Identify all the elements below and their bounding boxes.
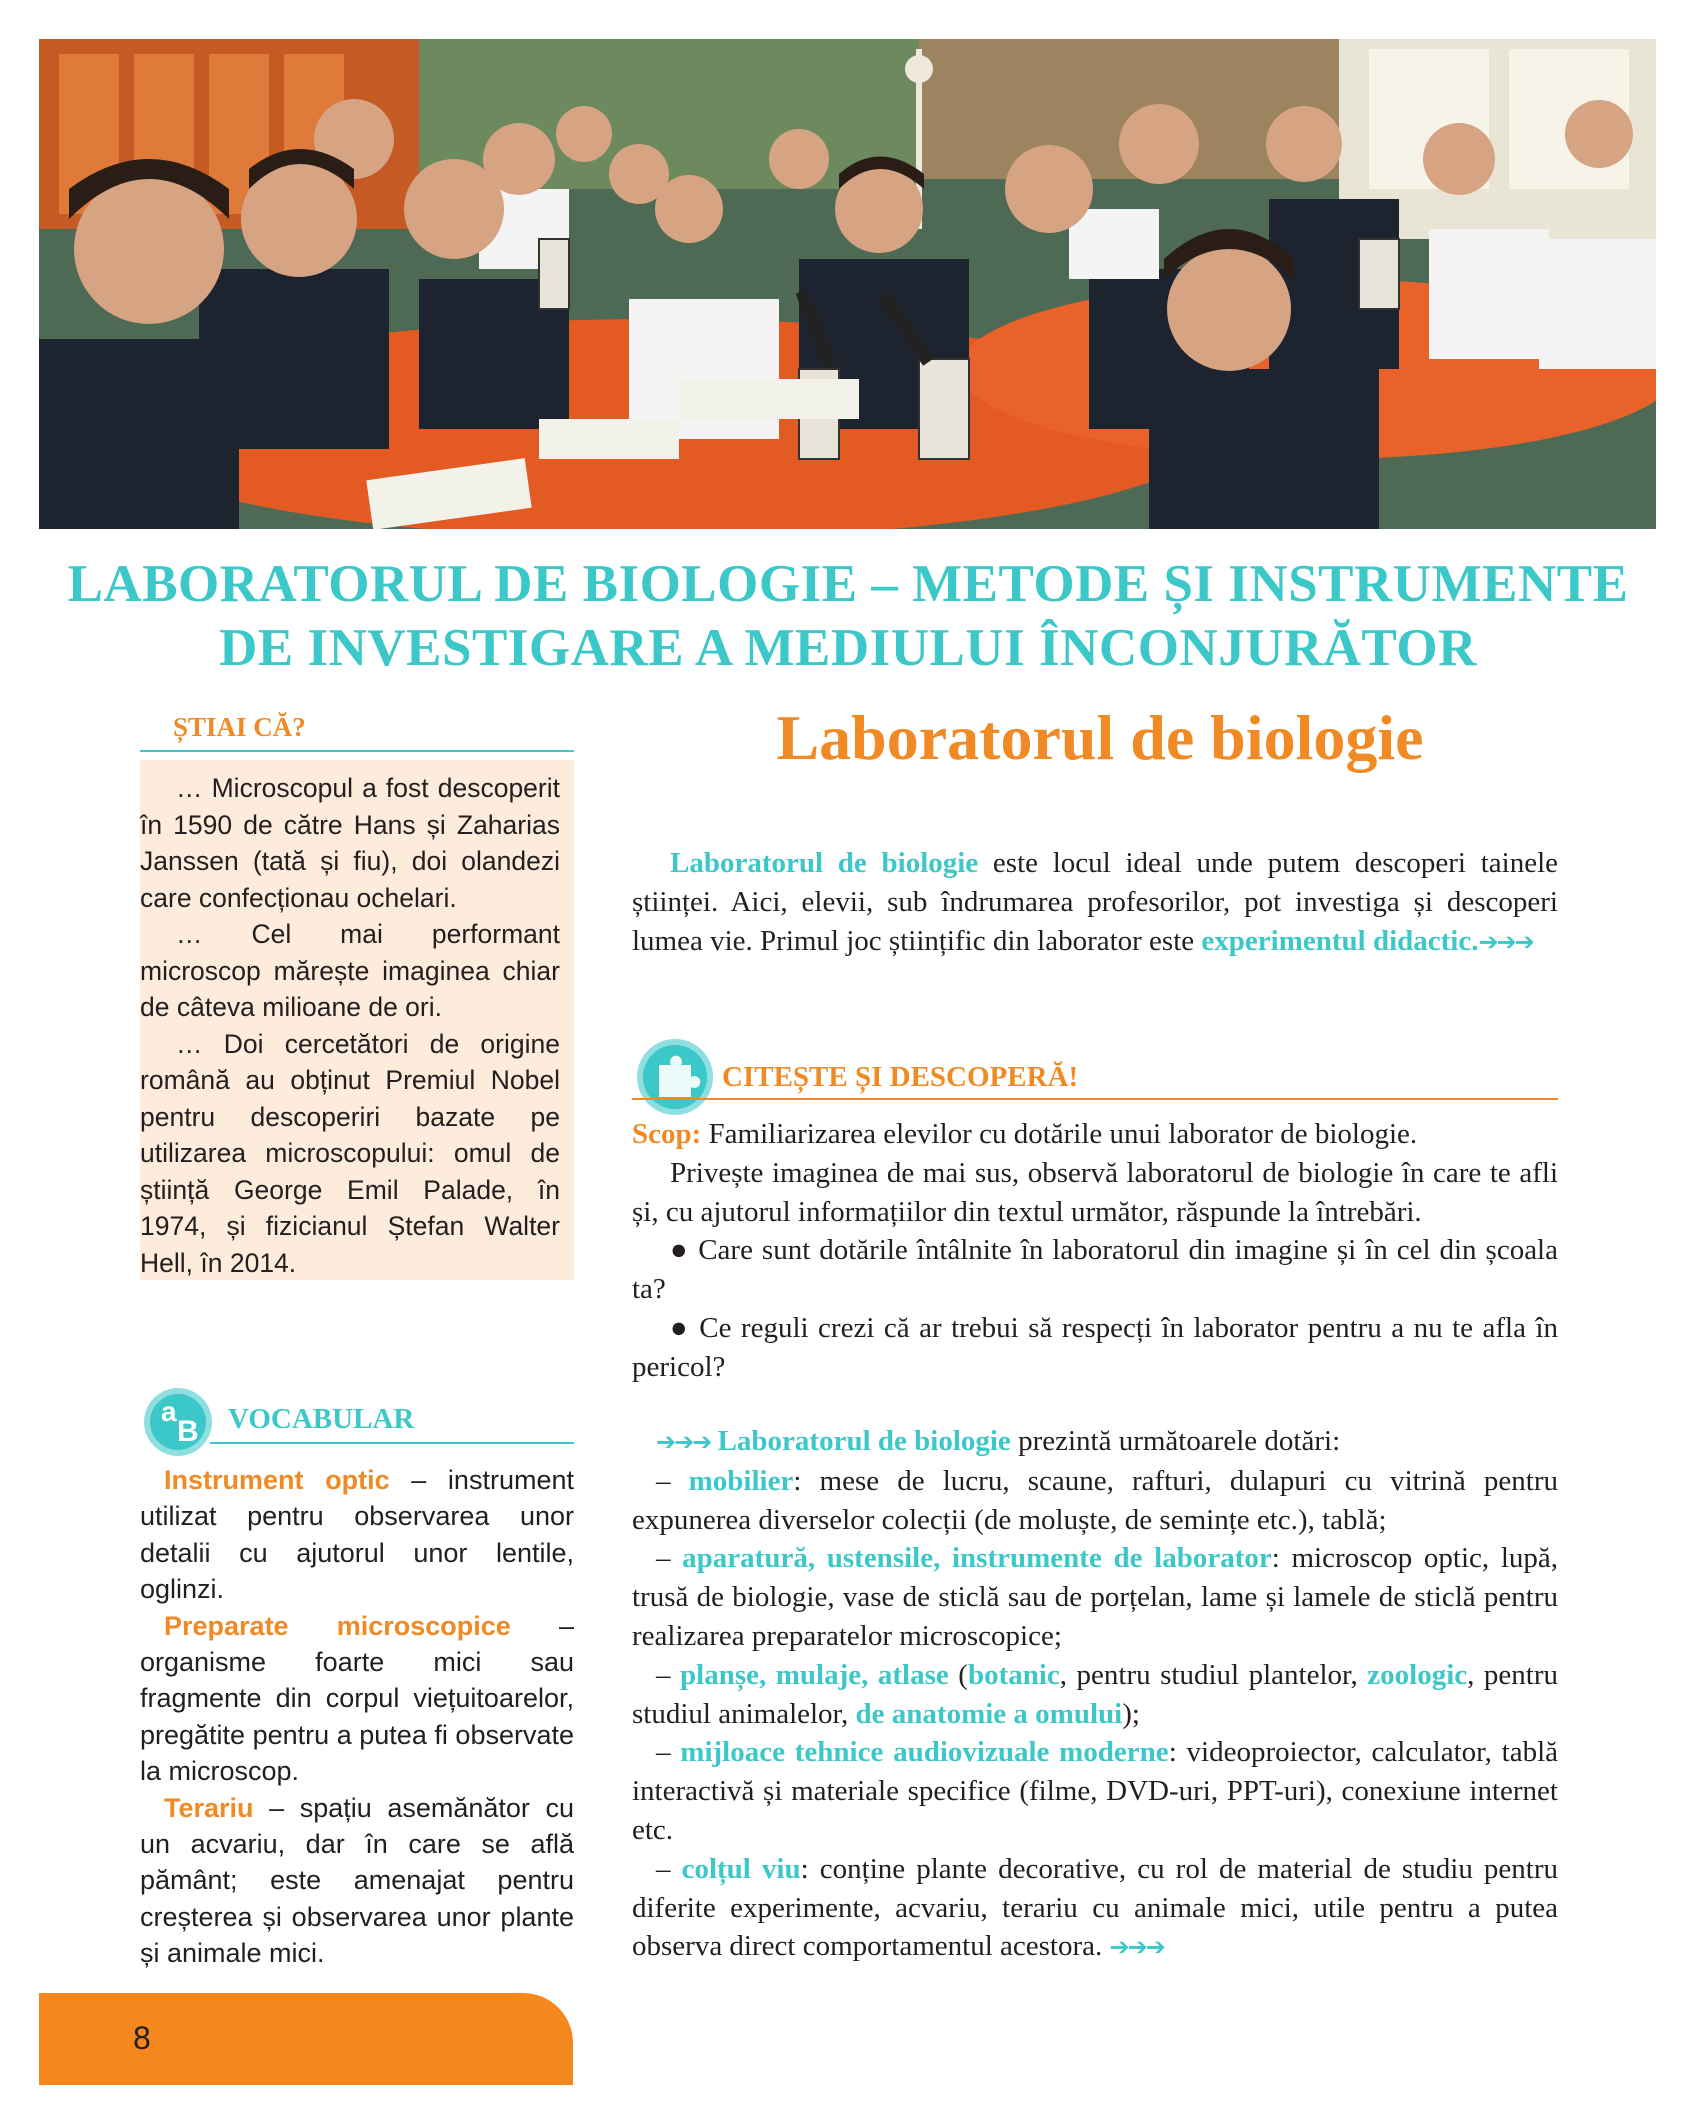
equipment-item: – colțul viu: conține plante decorative, cu rol de material de studiu pentru diferite experimente, acvariu, terariu cu animale mici, utile pentru a putea observa direct comportamentul acestora. ➔➔➔	[632, 1852, 1558, 1963]
read-discover-heading: CITEȘTE ȘI DESCOPERĂ!	[722, 1061, 1079, 1093]
vocabulary-term: Preparate microscopice	[164, 1610, 511, 1641]
stiai-item: … Cel mai performant microscop mărește imaginea chiar de câteva milioane de ori.	[140, 919, 560, 1022]
equipment-item: – mobilier: mese de lucru, scaune, rafturi, dulapuri cu vitrină pentru expunerea diverselor colecții (de moluște, de semințe etc.), tablă;	[632, 1464, 1559, 1536]
stiai-heading: ȘTIAI CĂ?	[173, 712, 306, 742]
vocabulary-entry	[140, 1608, 574, 1790]
intro-highlight-experiment: experimentul didactic.	[1201, 924, 1479, 957]
question-item: ● Care sunt dotările întâlnite în laboratorul din imagine și în cel din școala ta?	[632, 1234, 1558, 1306]
equipment-item: – aparatură, ustensile, instrumente de laborator: microscop optic, lupă, trusă de biologie, vase de sticlă sau de porțelan, lame și lamele de sticlă pentru realizarea preparatelor microscopice;	[632, 1542, 1558, 1652]
equipment-item: – planșe, mulaje, atlase (botanic, pentru studiul plantelor, zoologic, pentru studiul animalelor, de anatomie a omului);	[632, 1658, 1558, 1730]
equipment-list	[632, 1422, 1558, 1967]
page-title-line2: DE INVESTIGARE A MEDIULUI ÎNCONJURĂTOR	[219, 619, 1477, 677]
vocabulary-icon	[141, 1385, 215, 1459]
vocabulary-term: Instrument optic	[164, 1465, 390, 1495]
vocabulary-entry	[140, 1462, 574, 1608]
vocabulary-list	[140, 1462, 574, 1972]
arrow-icon: ➔➔➔	[656, 1428, 711, 1456]
classroom-illustration	[39, 39, 1656, 529]
equipment-term: zoologic	[1367, 1658, 1468, 1691]
equipment-term: de anatomie a omului	[855, 1697, 1123, 1730]
page-number-tab	[39, 1993, 573, 2085]
puzzle-icon	[633, 1035, 717, 1119]
vocabulary-definition: – instrument utilizat pentru observarea unor detalii cu ajutorul unor lentile, oglinzi.	[140, 1465, 574, 1605]
vocabulary-definition: – spațiu asemănător cu un acvariu, dar în care se află pământ; este amenajat pentru creșterea și observarea unor plante și animale mici.	[140, 1792, 574, 1969]
vocabulary-heading: VOCABULAR	[228, 1403, 415, 1435]
intro-paragraph	[632, 844, 1558, 961]
scope-text: Familiarizarea elevilor cu dotările unui laborator de biologie.	[701, 1118, 1418, 1150]
scope-label: Scop:	[632, 1118, 702, 1150]
equipment-term: planșe, mulaje, atlase	[680, 1658, 949, 1691]
intro-highlight: Laboratorul de biologie	[670, 847, 979, 879]
stiai-text	[140, 770, 560, 1281]
intro-text: este locul ideal unde putem descoperi tainele științei. Aici, elevii, sub îndrumarea profesorilor, pot investiga și descoperi lumea vie. Primul joc științific din laborator este	[632, 847, 1559, 957]
vocabulary-entry	[140, 1790, 574, 1972]
page-title-line1: LABORATORUL DE BIOLOGIE – METODE ȘI INSTRUMENTE	[67, 555, 1629, 613]
equipment-item: – mijloace tehnice audiovizuale moderne: videoproiector, calculator, tablă interactivă și materiale specifice (filme, DVD-uri, PPT-uri), conexiune internet etc.	[632, 1736, 1559, 1846]
read-discover-divider	[632, 1098, 1558, 1100]
stiai-item: … Microscopul a fost descoperit în 1590 de către Hans și Zaharias Janssen (tată și fiu), doi olandezi care confecționau ochelari.	[140, 773, 560, 913]
svg-text:a: a	[161, 1396, 177, 1427]
activity-instruction: Privește imaginea de mai sus, observă laboratorul de biologie în care te afli și, cu ajutorul informațiilor din textul următor, răspunde la întrebări.	[632, 1156, 1558, 1228]
vocabulary-divider	[210, 1442, 574, 1444]
arrow-icon: ➔➔➔	[1478, 927, 1533, 956]
vocabulary-term: Terariu	[164, 1792, 254, 1823]
stiai-divider	[140, 750, 574, 752]
svg-text:B: B	[177, 1415, 199, 1448]
equipment-term: mijloace tehnice audiovizuale moderne	[680, 1736, 1169, 1769]
question-item: ● Ce reguli crezi că ar trebui să respecți în laborator pentru a nu te afla în pericol?	[632, 1311, 1558, 1383]
section-title: Laboratorul de biologie	[776, 702, 1424, 773]
equipment-lead-text: prezintă următoarele dotări:	[1010, 1425, 1341, 1457]
vocabulary-definition: – organisme foarte mici sau fragmente din corpul viețuitoarelor, pregătite pentru a putea fi observate la microscop.	[140, 1610, 574, 1787]
equipment-term: colțul viu	[681, 1852, 801, 1885]
arrow-icon: ➔➔➔	[1109, 1933, 1164, 1962]
page-number: 8	[133, 2020, 151, 2056]
equipment-highlight: Laboratorul de biologie	[717, 1425, 1011, 1457]
activity-block	[632, 1115, 1558, 1387]
page-title	[40, 552, 1656, 680]
stiai-item: … Doi cercetători de origine română au obținut Premiul Nobel pentru descoperiri bazate pe utilizarea microscopului: omul de știință George Emil Palade, în 1974, și fizicianul Ștefan Walter Hell, în 2014.	[140, 1028, 560, 1278]
equipment-term: mobilier	[688, 1464, 794, 1497]
classroom-photo	[39, 39, 1656, 529]
equipment-term: aparatură, ustensile, instrumente de laborator	[682, 1542, 1272, 1575]
equipment-term: botanic	[967, 1658, 1060, 1691]
equipment-lead	[632, 1422, 1558, 1462]
scope-line	[632, 1115, 1558, 1154]
